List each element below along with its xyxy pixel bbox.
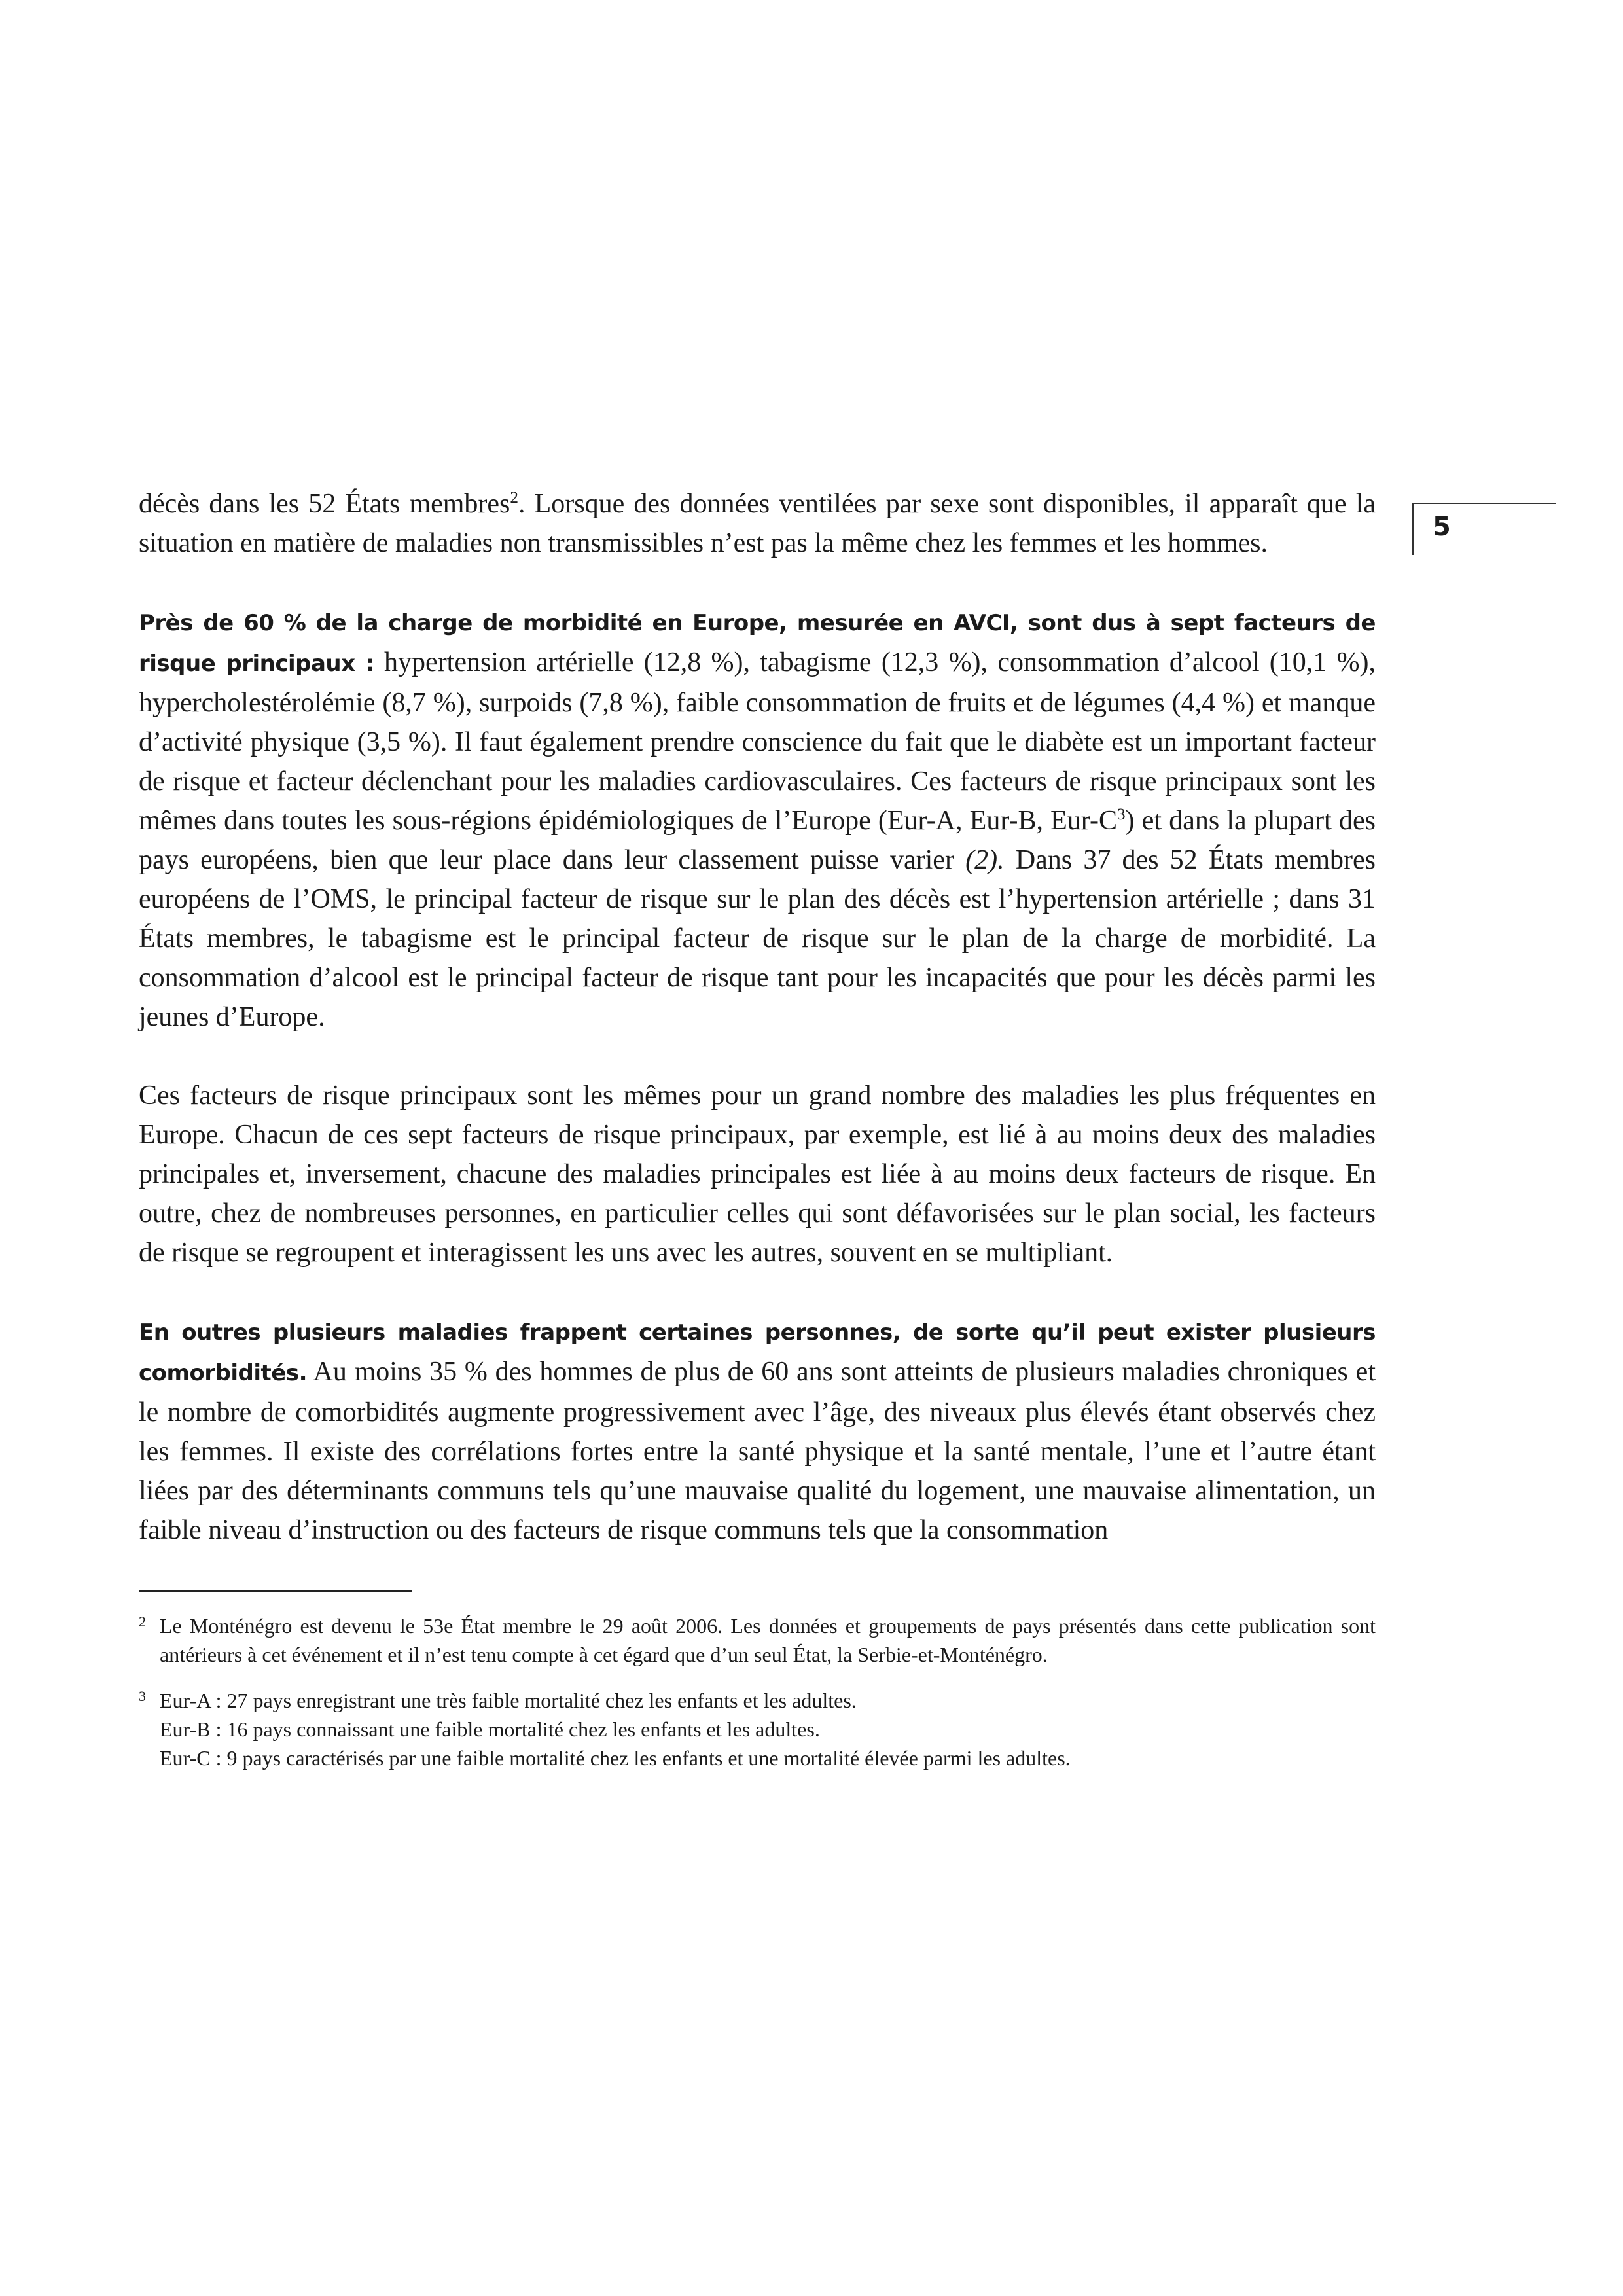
body-text bbox=[139, 484, 1376, 1589]
intro-text-2: . Lorsque des données ventilées par sexe sont disponibles, il apparaît que la situation en matière de maladies non transmissibles n’est pas la même chez les femmes et les hommes. bbox=[139, 489, 1376, 558]
footnote bbox=[139, 1686, 1376, 1772]
footnote-ref-3[interactable]: 3 bbox=[1116, 806, 1126, 823]
comorbidities-text: Au moins 35 % des hommes de plus de 60 ans sont atteints de plusieurs maladies chroniques et le nombre de comorbidités augmente progressivement avec l’âge, des niveaux plus élevés étant observés chez les femmes. Il existe des corrélations fortes entre la santé physique et la santé mentale, l’une et l’autre étant liées par des déterminants communs tels qu’une mauvaise qualité du logement, une mauvaise alimentation, un faible niveau d’instruction ou des facteurs de risque communs tels que la consommation bbox=[139, 1357, 1376, 1545]
paragraph-shared-factors bbox=[139, 1076, 1376, 1272]
risk-text-3: Dans 37 des 52 États membres européens de l’OMS, le principal facteur de risque sur le plan des décès est l’hypertension artérielle ; dans 31 États membres, le tabagisme est le principal facteur de risque sur le plan de la charge de morbidité. La consommation d’alcool est le principal facteur de risque tant pour les incapacités que pour les décès parmi les jeunes d’Europe. bbox=[139, 845, 1376, 1032]
paragraph-risk-factors bbox=[139, 602, 1376, 1037]
footnote-mark: 3 bbox=[139, 1688, 146, 1704]
footnote-separator bbox=[139, 1590, 412, 1592]
paragraph-lead: Près de 60 % de la charge de morbidité en Europe, mesurée en AVCI, sont dus à sept facteurs de risque principaux : bbox=[139, 610, 1376, 677]
footnote-mark: 2 bbox=[139, 1613, 146, 1630]
paragraph-lead: En outres plusieurs maladies frappent certaines personnes, de sorte qu’il peut exister plusieurs comorbidités. bbox=[139, 1319, 1376, 1386]
footnote-line: Eur-A : 27 pays enregistrant une très faible mortalité chez les enfants et les adultes. bbox=[160, 1689, 857, 1712]
citation[interactable]: (2). bbox=[965, 845, 1005, 875]
footnote-line: Le Monténégro est devenu le 53e État membre le 29 août 2006. Les données et groupements de pays présentés dans cette publication sont antérieurs à cet événement et il n’est tenu compte à cet égard que d’un seul État, la Serbie-et-Monténégro. bbox=[160, 1614, 1376, 1666]
footnote bbox=[139, 1611, 1376, 1669]
page-number-rule bbox=[1414, 503, 1556, 504]
risk-text-2: ) et dans la plupart des pays européens, bien que leur place dans leur classement puisse varier bbox=[139, 806, 1376, 875]
shared-factors-text: Ces facteurs de risque principaux sont les mêmes pour un grand nombre des maladies les plus fréquentes en Europe. Chacun de ces sept facteurs de risque principaux, par exemple, est lié à au moins deux des maladies principales et, inversement, chacune des maladies principales est liée à au moins deux facteurs de risque. En outre, chez de nombreuses personnes, en particulier celles qui sont défavorisées sur le plan social, les facteurs de risque se regroupent et interagissent les uns avec les autres, souvent en se multipliant. bbox=[139, 1081, 1376, 1268]
page-number-bar bbox=[1412, 503, 1414, 555]
footnote-ref-2[interactable]: 2 bbox=[510, 489, 518, 507]
risk-text-1: hypertension artérielle (12,8 %), tabagisme (12,3 %), consommation d’alcool (10,1 %), hypercholestérolémie (8,7 %), surpoids (7,8 %), faible consommation de fruits et de légumes (4,4 %) et manque d’activité physique (3,5 %). Il faut également prendre conscience du fait que le diabète est un important facteur de risque et facteur déclenchant pour les maladies cardiovasculaires. Ces facteurs de risque principaux sont les mêmes dans toutes les sous-régions épidémiologiques de l’Europe (Eur-A, Eur-B, Eur-C bbox=[139, 647, 1376, 836]
paragraph-intro bbox=[139, 484, 1376, 563]
footnotes bbox=[139, 1611, 1376, 1789]
page-number: 5 bbox=[1433, 512, 1451, 542]
footnote-line: Eur-C : 9 pays caractérisés par une faible mortalité chez les enfants et une mortalité élevée parmi les adultes. bbox=[160, 1746, 1071, 1770]
intro-text-1: décès dans les 52 États membres bbox=[139, 489, 510, 519]
footnote-line: Eur-B : 16 pays connaissant une faible mortalité chez les enfants et les adultes. bbox=[160, 1717, 820, 1741]
paragraph-comorbidities bbox=[139, 1312, 1376, 1550]
